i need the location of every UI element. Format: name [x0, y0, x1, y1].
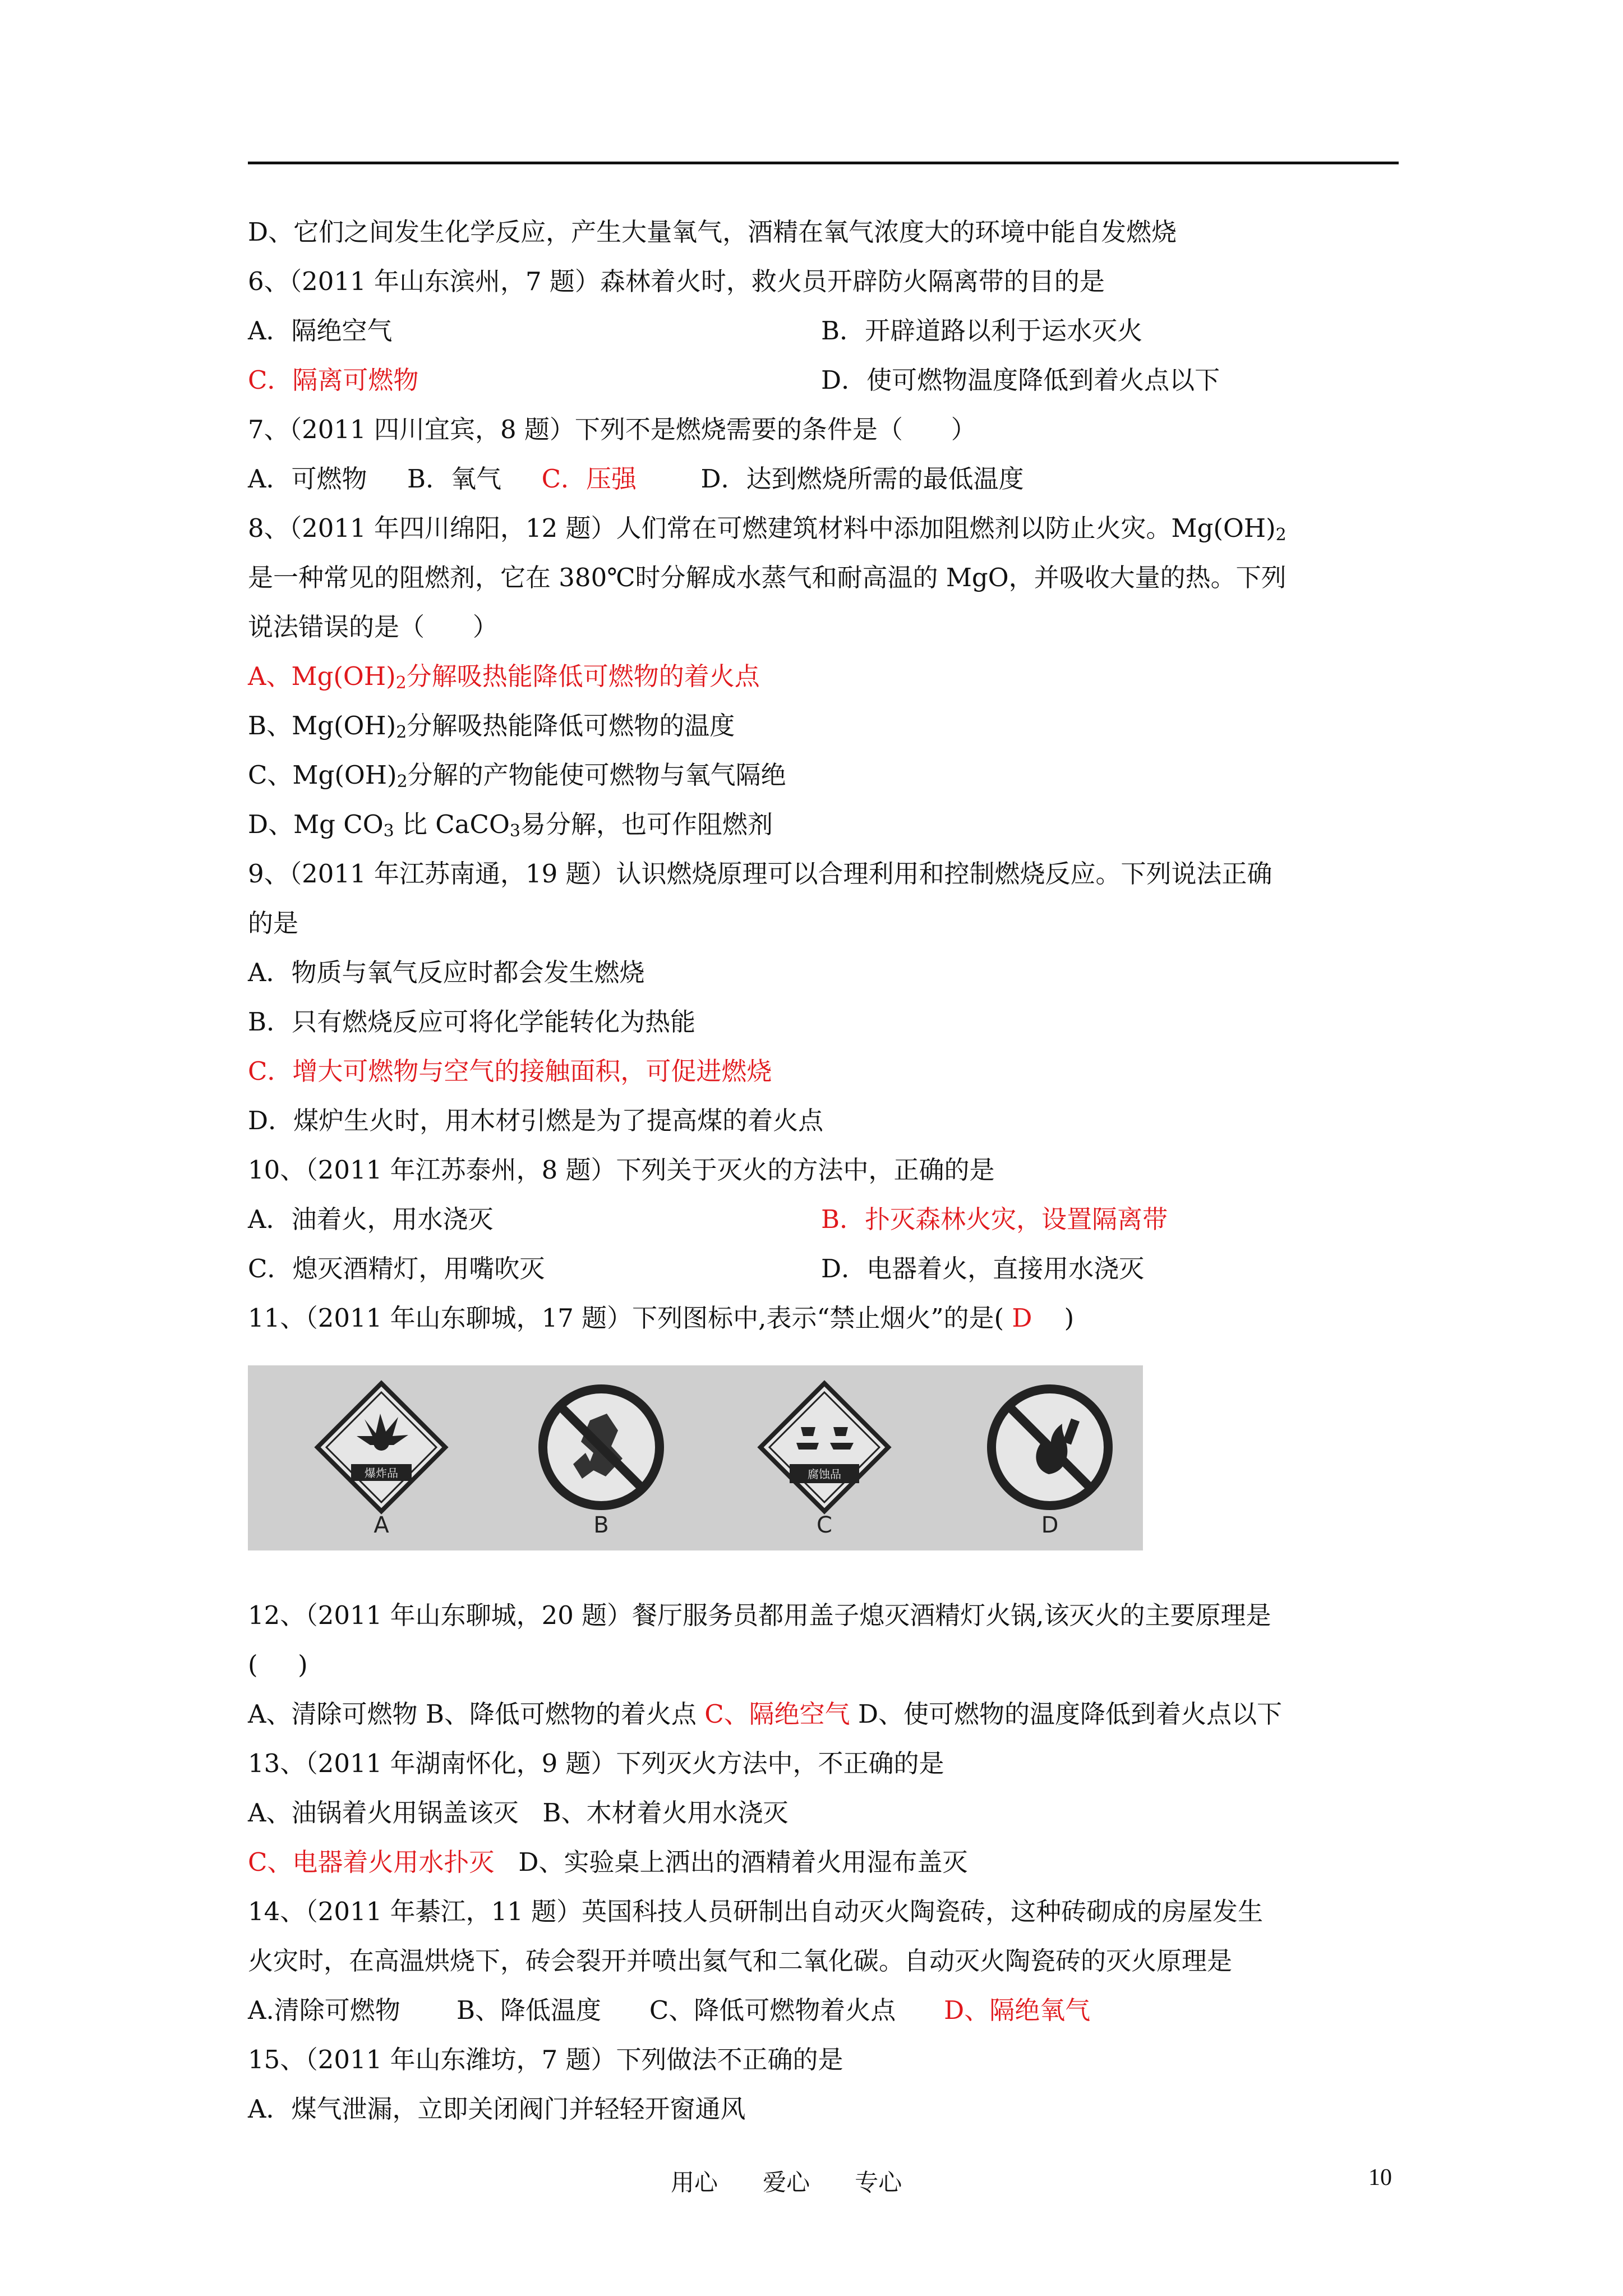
q8-option-c [248, 751, 1414, 800]
q14-option-a: A.清除可燃物 [248, 1995, 457, 2025]
q9-option-a: A．物质与氧气反应时都会发生燃烧 [248, 958, 645, 987]
q14-option-d-answer: D、隔绝氧气 [944, 1995, 1091, 2025]
q6-option-a: A．隔绝空气 [248, 316, 393, 346]
q9-option-b: B．只有燃烧反应可将化学能转化为热能 [248, 1007, 696, 1037]
q15-stem: 15、（2011 年山东潍坊，7 题）下列做法不正确的是 [248, 2045, 843, 2074]
q7-options [248, 454, 1414, 504]
q8-c-post: 分解的产物能使可燃物与氧气隔绝 [407, 760, 786, 790]
q6-stem: 6、（2011 年山东滨州，7 题）森林着火时，救火员开辟防火隔离带的目的是 [248, 266, 1105, 296]
q6-options-cd [248, 356, 1414, 405]
q11-answer: D [1004, 1303, 1040, 1333]
label-a: A [374, 1512, 389, 1538]
q13-option-d: D、实验桌上洒出的酒精着火用湿布盖灭 [518, 1847, 968, 1877]
q8-stem-text: 8、（2011 年四川绵阳，12 题）人们常在可燃建筑材料中添加阻燃剂以防止火灾。Mg(OH) [248, 513, 1276, 543]
q8-d-sub2: 3 [509, 821, 520, 841]
q8-stem-subscript: 2 [1275, 525, 1287, 545]
q8-a-post: 分解吸热能降低可燃物的着火点 [406, 661, 760, 691]
q9-option-c-answer: C．增大可燃物与空气的接触面积，可促进燃烧 [248, 1056, 772, 1086]
q8-stem-line3: 说法错误的是（ ） [248, 612, 498, 642]
warning-signs-figure [248, 1365, 1143, 1550]
q7-option-a: A．可燃物 [248, 464, 408, 494]
q13-option-c-answer: C、电器着火用水扑灭 [248, 1847, 519, 1877]
no-burning-sign-icon [534, 1380, 668, 1515]
q6-options-ab [248, 306, 1414, 356]
label-d: D [1041, 1512, 1059, 1538]
q10-option-c: C．熄灭酒精灯，用嘴吹灭 [248, 1254, 545, 1283]
q14-options [248, 1986, 1414, 2035]
q15-option-a: A．煤气泄漏，立即关闭阀门并轻轻开窗通风 [248, 2094, 746, 2124]
q12-option-b: B、降低可燃物的着火点 [425, 1699, 705, 1729]
q8-d-sub: 3 [383, 821, 394, 841]
q8-d-post: 易分解，也可作阻燃剂 [520, 809, 773, 839]
explosive-sign-icon [314, 1380, 449, 1515]
q8-a-pre: A、Mg(OH) [248, 661, 396, 691]
q8-c-pre: C、Mg(OH) [248, 760, 397, 790]
q12-options [248, 1690, 1414, 1739]
q8-stem-line2: 是一种常见的阻燃剂，它在 380℃时分解成水蒸气和耐高温的 MgO，并吸收大量的热。下列 [248, 563, 1287, 592]
q8-b-post: 分解吸热能降低可燃物的温度 [407, 711, 735, 740]
q13-option-a: A、油锅着火用锅盖该灭 [248, 1798, 543, 1828]
q11-stem-text: 11、（2011 年山东聊城，17 题）下列图标中,表示“禁止烟火”的是( [248, 1303, 1004, 1333]
q9-option-d: D．煤炉生火时，用木材引燃是为了提高煤的着火点 [248, 1106, 824, 1135]
q12-option-c-answer: C、隔绝空气 [704, 1699, 858, 1729]
label-c: C [817, 1512, 832, 1538]
q14-option-b: B、降低温度 [456, 1995, 649, 2025]
q6-option-c-answer: C．隔离可燃物 [248, 365, 419, 395]
q14-option-c: C、降低可燃物着火点 [649, 1995, 944, 2025]
q8-a-sub: 2 [395, 673, 407, 693]
q8-c-sub: 2 [396, 772, 408, 792]
footer-motto: 用心 爱心 专心 [671, 2169, 902, 2196]
q8-d-pre: D、Mg CO [248, 809, 384, 839]
q5-option-d: D、它们之间发生化学反应，产生大量氧气，酒精在氧气浓度大的环境中能自发燃烧 [248, 217, 1177, 247]
q9-stem-line2: 的是 [248, 908, 299, 938]
q10-option-d: D．电器着火，直接用水浇灭 [821, 1254, 1145, 1283]
q12-option-d: D、使可燃物的温度降低到着火点以下 [857, 1699, 1283, 1729]
q10-options-cd [248, 1244, 1414, 1294]
q8-b-sub: 2 [396, 723, 407, 742]
sign-a-label: 爆炸品 [365, 1466, 398, 1480]
q6-option-b: B．开辟道路以利于运水灭火 [821, 316, 1143, 346]
q7-option-c-answer: C．压强 [541, 464, 701, 494]
header-rule [248, 162, 1399, 164]
q13-options-ab [248, 1788, 1414, 1838]
q8-b-pre: B、Mg(OH) [248, 711, 396, 740]
q7-option-d: D．达到燃烧所需的最低温度 [700, 464, 1024, 494]
q10-option-a: A．油着火，用水浇灭 [248, 1204, 494, 1234]
q11-stem [248, 1294, 1414, 1343]
q10-stem: 10、（2011 年江苏泰州，8 题）下列关于灭火的方法中，正确的是 [248, 1155, 995, 1185]
q12-option-a: A、清除可燃物 [248, 1699, 426, 1729]
q10-option-b-answer: B．扑灭森林火灾，设置隔离带 [821, 1204, 1168, 1234]
q8-option-b [248, 701, 1414, 751]
q6-option-d: D．使可燃物温度降低到着火点以下 [821, 365, 1220, 395]
q8-stem-line1 [248, 504, 1414, 553]
q12-stem-line2: ( ) [248, 1650, 308, 1680]
q13-option-b: B、木材着火用水浇灭 [542, 1798, 789, 1828]
q11-stem-close: ) [1040, 1303, 1075, 1333]
q13-options-cd [248, 1838, 1414, 1887]
page-number: 10 [1368, 2165, 1392, 2191]
q9-stem-line1: 9、（2011 年江苏南通，19 题）认识燃烧原理可以合理利用和控制燃烧反应。下列说法正确 [248, 859, 1272, 889]
sign-c-label: 腐蚀品 [808, 1467, 841, 1481]
q8-option-d [248, 800, 1414, 849]
q7-option-b: B．氧气 [407, 464, 542, 494]
q7-stem: 7、（2011 四川宜宾，8 题）下列不是燃烧需要的条件是（ ） [248, 415, 976, 444]
document-body [248, 208, 1414, 2134]
no-fire-sign-icon [983, 1380, 1117, 1515]
q14-stem-line2: 火灾时，在高温烘烧下，砖会裂开并喷出氦气和二氧化碳。自动灭火陶瓷砖的灭火原理是 [248, 1946, 1233, 1976]
q13-stem: 13、（2011 年湖南怀化，9 题）下列灭火方法中，不正确的是 [248, 1749, 944, 1778]
q14-stem-line1: 14、（2011 年綦江，11 题）英国科技人员研制出自动灭火陶瓷砖，这种砖砌成的房屋发生 [248, 1897, 1264, 1926]
q12-stem-line1: 12、（2011 年山东聊城，20 题）餐厅服务员都用盖子熄灭酒精灯火锅,该灭火的主要原理是 [248, 1600, 1271, 1630]
label-b: B [593, 1512, 609, 1538]
q8-d-mid: 比 CaCO [394, 809, 510, 839]
q10-options-ab [248, 1195, 1414, 1244]
q8-option-a-answer [248, 652, 1414, 701]
corrosive-sign-icon [757, 1380, 892, 1515]
